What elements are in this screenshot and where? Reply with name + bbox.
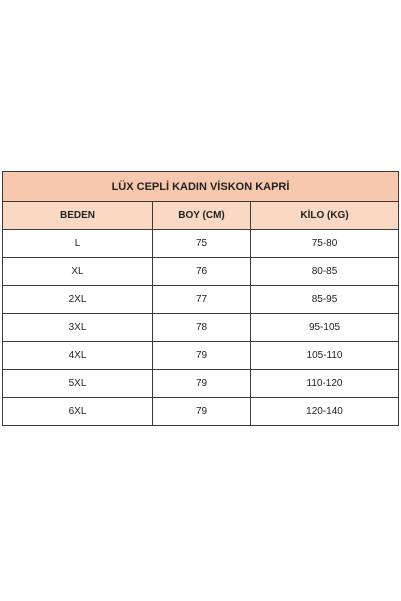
size-cell: 5XL	[3, 370, 153, 398]
size-cell: XL	[3, 258, 153, 286]
length-cell: 75	[153, 230, 251, 258]
size-cell: 2XL	[3, 286, 153, 314]
table-title: LÜX CEPLİ KADIN VİSKON KAPRİ	[3, 172, 399, 202]
size-chart-table	[2, 171, 399, 426]
size-cell: 6XL	[3, 398, 153, 426]
weight-cell: 105-110	[251, 342, 399, 370]
table-row	[3, 314, 399, 342]
length-cell: 79	[153, 370, 251, 398]
weight-cell: 85-95	[251, 286, 399, 314]
weight-cell: 80-85	[251, 258, 399, 286]
weight-cell: 110-120	[251, 370, 399, 398]
length-cell: 76	[153, 258, 251, 286]
column-header-beden: BEDEN	[3, 202, 153, 230]
column-header-boy: BOY (CM)	[153, 202, 251, 230]
table-row	[3, 258, 399, 286]
column-header-kilo: KİLO (KG)	[251, 202, 399, 230]
table-title-row	[3, 172, 399, 202]
table-row	[3, 342, 399, 370]
size-cell: 3XL	[3, 314, 153, 342]
length-cell: 79	[153, 342, 251, 370]
table-row	[3, 230, 399, 258]
weight-cell: 120-140	[251, 398, 399, 426]
size-cell: 4XL	[3, 342, 153, 370]
weight-cell: 75-80	[251, 230, 399, 258]
table-header-row	[3, 202, 399, 230]
length-cell: 78	[153, 314, 251, 342]
table-row	[3, 398, 399, 426]
weight-cell: 95-105	[251, 314, 399, 342]
length-cell: 79	[153, 398, 251, 426]
length-cell: 77	[153, 286, 251, 314]
table-row	[3, 370, 399, 398]
size-cell: L	[3, 230, 153, 258]
table-row	[3, 286, 399, 314]
